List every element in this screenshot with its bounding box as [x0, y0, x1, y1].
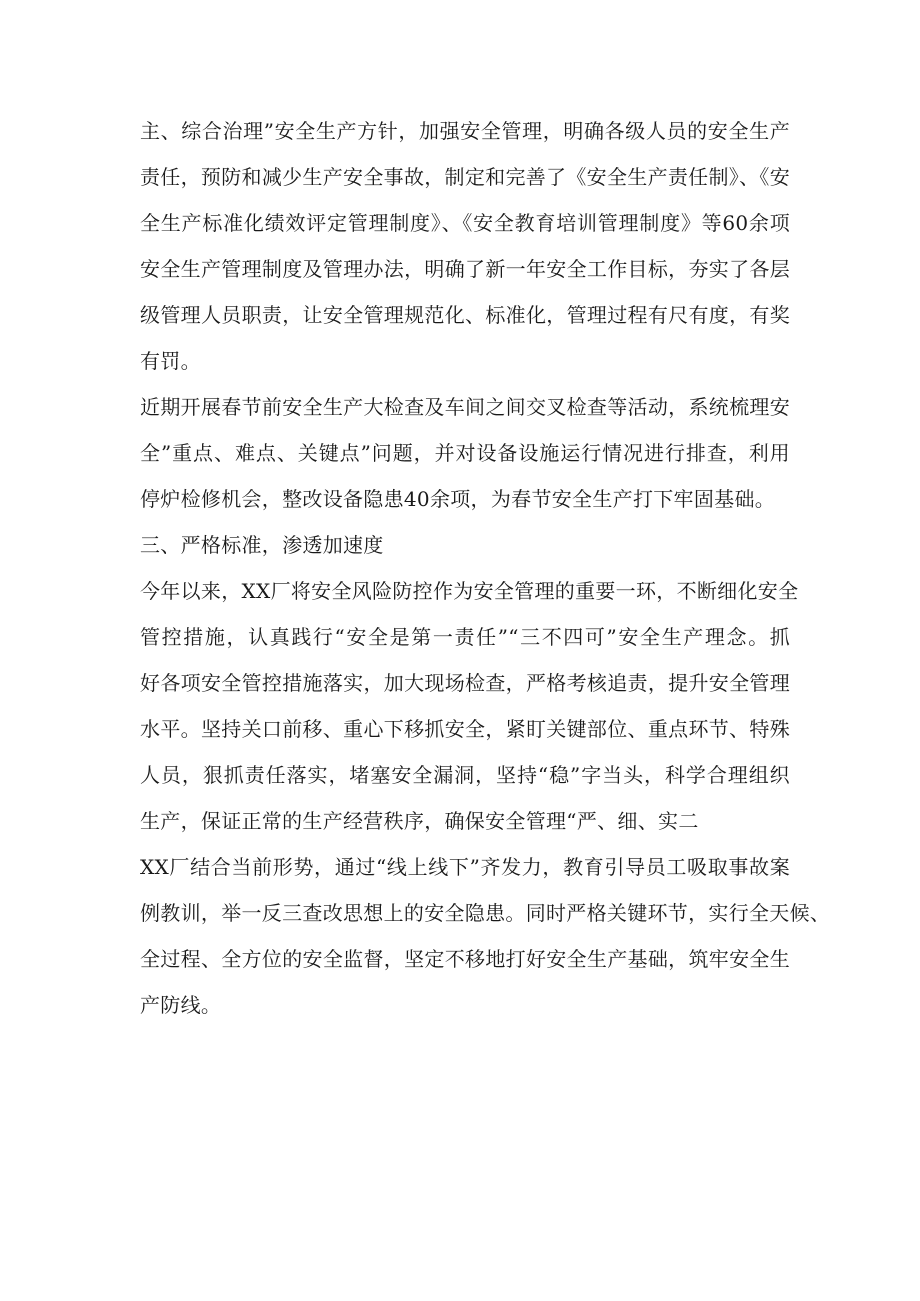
text-line: 全”重点、难点、关键点”问题，并对设备设施运行情况进行排查，利用 [140, 441, 790, 465]
text-line: 例教训，举一反三查改思想上的安全隐患。同时严格关键环节，实行全天候、 [140, 901, 831, 925]
text-line: 人员，狠抓责任落实，堵塞安全漏洞，坚持“稳”字当头，科学合理组织 [140, 763, 790, 787]
text-line: 生产，保证正常的生产经营秩序，确保安全管理“严、细、实二 [140, 809, 699, 833]
text-line: 全过程、全方位的安全监督，坚定不移地打好安全生产基础，筑牢安全生 [140, 947, 790, 971]
text-line: 停炉检修机会，整改设备隐患40余项，为春节安全生产打下牢固基础。 [140, 487, 776, 511]
text-line: 全生产标准化绩效评定管理制度》、《安全教育培训管理制度》等60余项 [140, 211, 790, 235]
text-line: 今年以来，XX厂将安全风险防控作为安全管理的重要一环，不断细化安全 [140, 579, 799, 603]
paragraph-3 [140, 568, 799, 844]
text-line: 产防线。 [140, 993, 222, 1017]
text-line: 管控措施，认真践行“安全是第一责任”“三不四可”安全生产理念。抓 [140, 625, 790, 649]
section-heading [140, 522, 790, 568]
paragraph-2 [140, 384, 790, 522]
text-line: 级管理人员职责，让安全管理规范化、标准化，管理过程有尺有度，有奖 [140, 303, 790, 327]
text-line: 责任，预防和减少生产安全事故，制定和完善了《安全生产责任制》、《安 [140, 165, 790, 189]
text-line: 有罚。 [140, 349, 201, 373]
text-line: 好各项安全管控措施落实，加大现场检查，严格考核追责，提升安全管理 [140, 671, 790, 695]
document-body [140, 108, 831, 1028]
text-line: 主、综合治理”安全生产方针，加强安全管理，明确各级人员的安全生产 [140, 119, 790, 143]
paragraph-1 [140, 108, 790, 384]
paragraph-4 [140, 844, 831, 1028]
heading-text: 三、严格标准，渗透加速度 [140, 533, 384, 557]
text-line: 近期开展春节前安全生产大检查及车间之间交叉检查等活动，系统梳理安 [140, 395, 790, 419]
text-line: XX厂结合当前形势，通过“线上线下”齐发力，教育引导员工吸取事故案 [140, 855, 790, 879]
text-line: 水平。坚持关口前移、重心下移抓安全，紧盯关键部位、重点环节、特殊 [140, 717, 790, 741]
text-line: 安全生产管理制度及管理办法，明确了新一年安全工作目标，夯实了各层 [140, 257, 790, 281]
